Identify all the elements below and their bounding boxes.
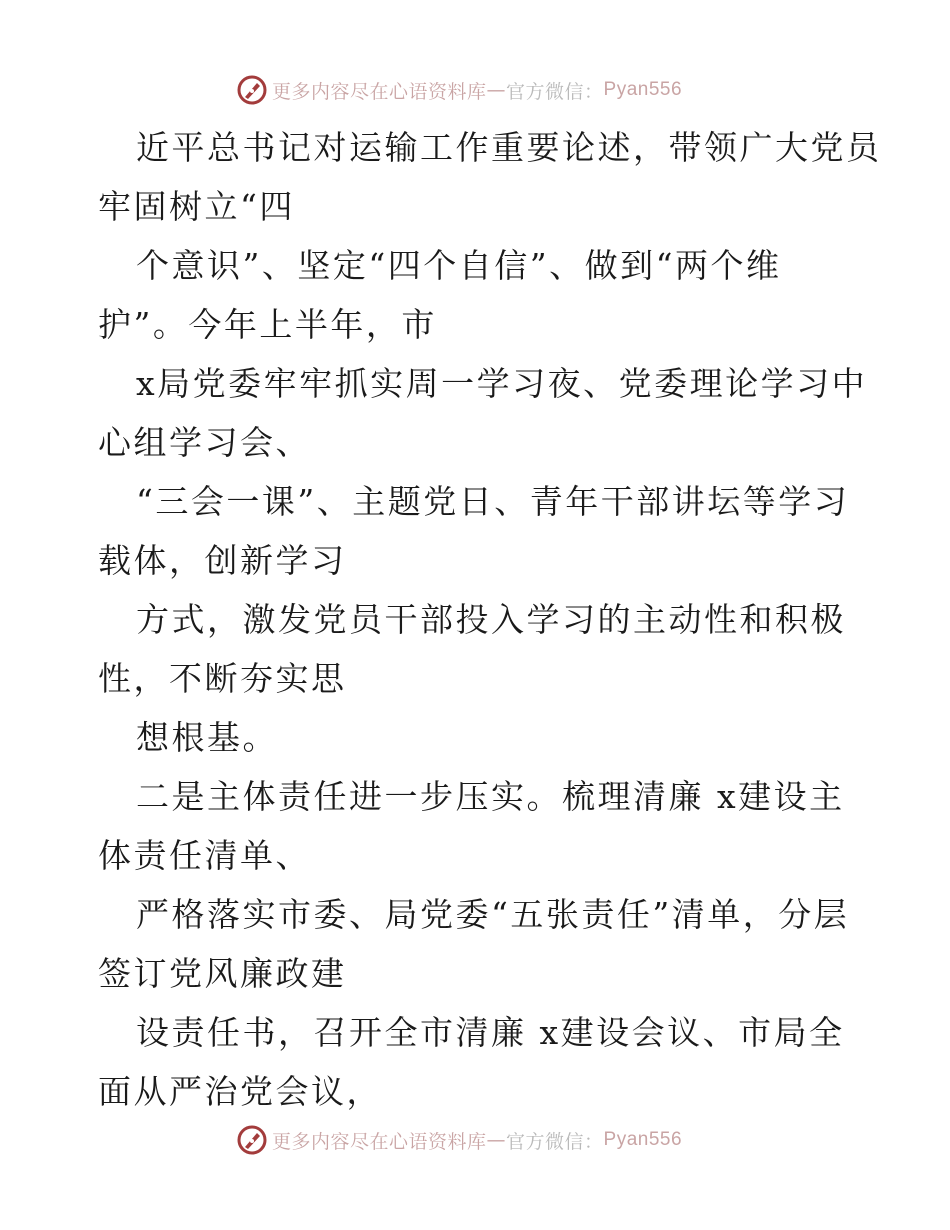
text-line: 方式，激发党员干部投入学习的主动性和积极 xyxy=(136,600,846,639)
text-line: 性，不断夯实思 xyxy=(98,659,347,698)
text-line: “三会一课”、主题党日、青年干部讲坛等学习 xyxy=(136,482,850,521)
watermark-wechat-id: Pyan556 xyxy=(603,1129,683,1150)
footer-watermark xyxy=(236,1124,682,1156)
document-body xyxy=(98,118,882,1121)
watermark-wechat-label: 官方微信： xyxy=(506,80,604,103)
text-line: 体责任清单、 xyxy=(98,836,311,875)
text-line: 近平总书记对运输工作重要论述，带领广大党员 xyxy=(136,128,882,167)
watermark-dash: — xyxy=(486,1129,507,1151)
text-line: 严格落实市委、局党委“五张责任”清单，分层 xyxy=(136,895,850,934)
header-watermark xyxy=(236,74,682,106)
text-line: 牢固树立“四 xyxy=(98,187,295,226)
text-line: 心组学习会、 xyxy=(98,423,311,462)
text-line: 护”。今年上半年，市 xyxy=(98,305,437,344)
text-line: 面从严治党会议， xyxy=(98,1072,382,1111)
text-line: 设责任书，召开全市清廉 x建设会议、市局全 xyxy=(136,1013,845,1052)
fountain-pen-seal-icon xyxy=(236,1124,268,1156)
text-line: 载体，创新学习 xyxy=(98,541,347,580)
text-line: 想根基。 xyxy=(136,718,278,757)
text-line: 签订党风廉政建 xyxy=(98,954,347,993)
text-line: x局党委牢牢抓实周一学习夜、党委理论学习中 xyxy=(136,364,868,403)
watermark-text: 更多内容尽在心语资料库 xyxy=(272,1130,487,1153)
text-line: 个意识”、坚定“四个自信”、做到“两个维 xyxy=(136,246,782,285)
watermark-wechat-id: Pyan556 xyxy=(603,79,683,100)
fountain-pen-seal-icon xyxy=(236,74,268,106)
watermark-text: 更多内容尽在心语资料库 xyxy=(272,80,487,103)
watermark-wechat-label: 官方微信： xyxy=(506,1130,604,1153)
text-line: 二是主体责任进一步压实。梳理清廉 x建设主 xyxy=(136,777,845,816)
watermark-dash: — xyxy=(486,79,507,101)
